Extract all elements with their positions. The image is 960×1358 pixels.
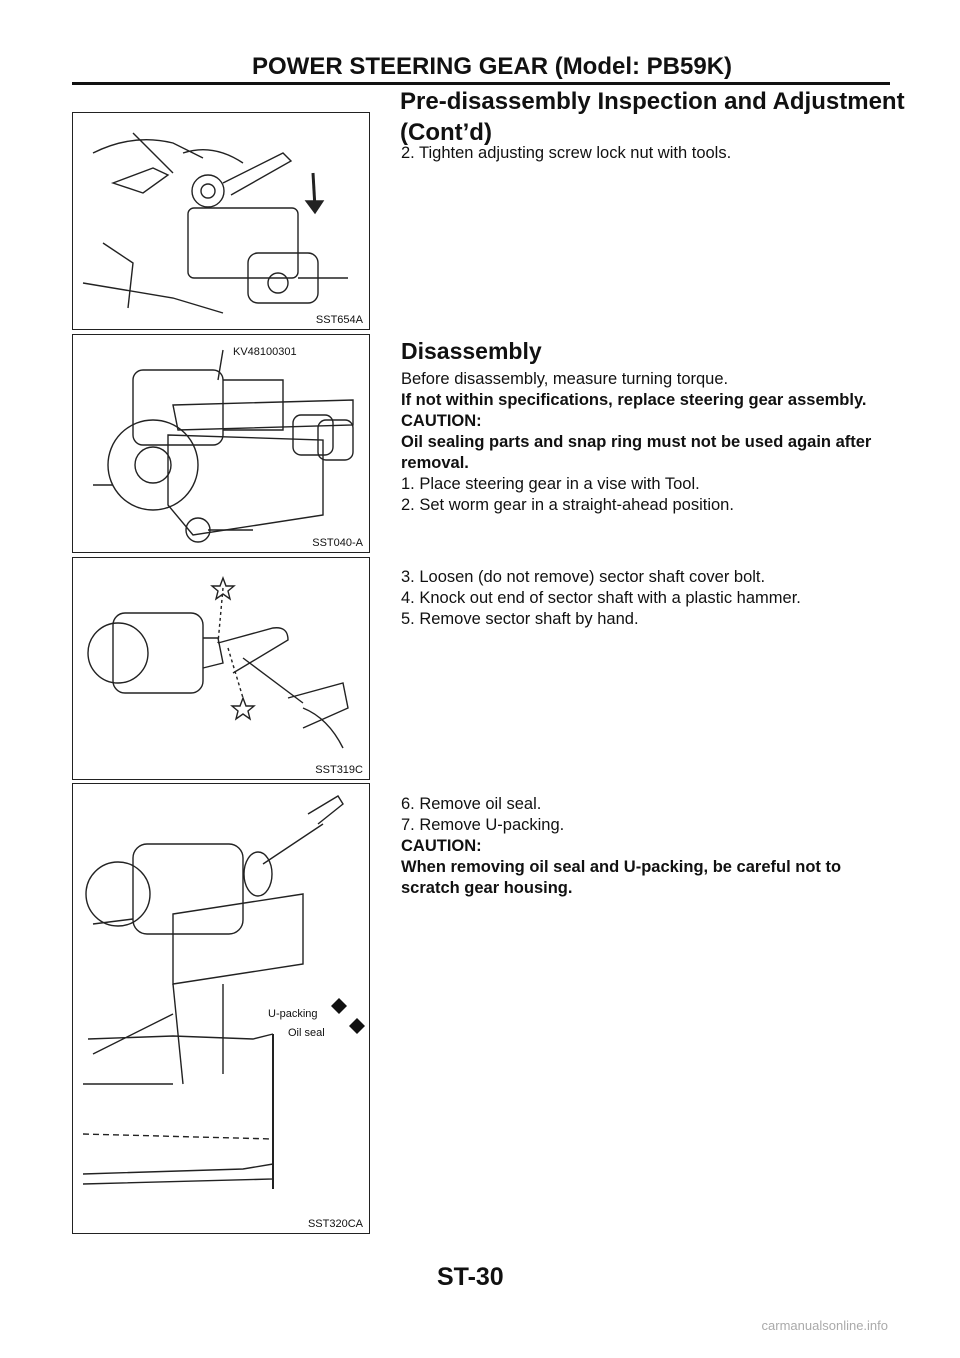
figure-sst654a bbox=[72, 112, 370, 330]
figure-illustration bbox=[73, 113, 370, 330]
do-not-reuse-icon bbox=[331, 998, 365, 1034]
disassembly-heading: Disassembly bbox=[401, 338, 542, 364]
step-5: 5. Remove sector shaft by hand. bbox=[401, 610, 639, 628]
u-packing-label: U-packing bbox=[268, 1008, 318, 1020]
section-title-line2: (Cont’d) bbox=[400, 119, 492, 146]
section-title bbox=[400, 86, 905, 148]
figure-code: SST320CA bbox=[307, 1218, 363, 1230]
step-2: 2. Tighten adjusting screw lock nut with tools. bbox=[401, 144, 732, 162]
section-title-line1: Pre-disassembly Inspection and Adjustment bbox=[400, 88, 905, 115]
page-number: ST-30 bbox=[437, 1263, 504, 1291]
caution-label: CAUTION: bbox=[401, 412, 482, 430]
disassembly-step-1: 1. Place steering gear in a vise with Tool. bbox=[401, 475, 700, 493]
figure-code: SST654A bbox=[315, 314, 363, 326]
steps-3-5-text bbox=[401, 567, 893, 630]
figure-code: SST040-A bbox=[312, 537, 363, 549]
footer-watermark: carmanualsonline.info bbox=[761, 1318, 888, 1333]
caution-label: CAUTION: bbox=[401, 837, 482, 855]
step-7: 7. Remove U-packing. bbox=[401, 816, 565, 834]
tool-number-label: KV48100301 bbox=[233, 346, 297, 358]
disassembly-intro: Before disassembly, measure turning torque. bbox=[401, 370, 729, 388]
step-6: 6. Remove oil seal. bbox=[401, 795, 542, 813]
figure-illustration bbox=[73, 784, 370, 1234]
header-rule bbox=[72, 82, 890, 85]
figure-code: SST319C bbox=[315, 764, 363, 776]
disassembly-step-2: 2. Set worm gear in a straight-ahead position. bbox=[401, 496, 734, 514]
page-header-title: POWER STEERING GEAR (Model: PB59K) bbox=[252, 53, 733, 80]
step-4: 4. Knock out end of sector shaft with a plastic hammer. bbox=[401, 589, 801, 607]
caution-text: Oil sealing parts and snap ring must not be used again after removal. bbox=[401, 433, 872, 472]
step-2-text bbox=[401, 143, 893, 164]
disassembly-warning: If not within specifications, replace steering gear assembly. bbox=[401, 391, 867, 409]
caution-text: When removing oil seal and U-packing, be careful not to scratch gear housing. bbox=[401, 858, 842, 897]
figure-illustration bbox=[73, 558, 370, 780]
oil-seal-label: Oil seal bbox=[288, 1027, 325, 1039]
figure-sst040-a bbox=[72, 334, 370, 553]
figure-sst319c bbox=[72, 557, 370, 780]
figure-sst320ca bbox=[72, 783, 370, 1234]
step-3: 3. Loosen (do not remove) sector shaft cover bolt. bbox=[401, 568, 766, 586]
figure-illustration bbox=[73, 335, 370, 553]
disassembly-text bbox=[401, 369, 893, 516]
steps-6-7-text bbox=[401, 794, 893, 899]
